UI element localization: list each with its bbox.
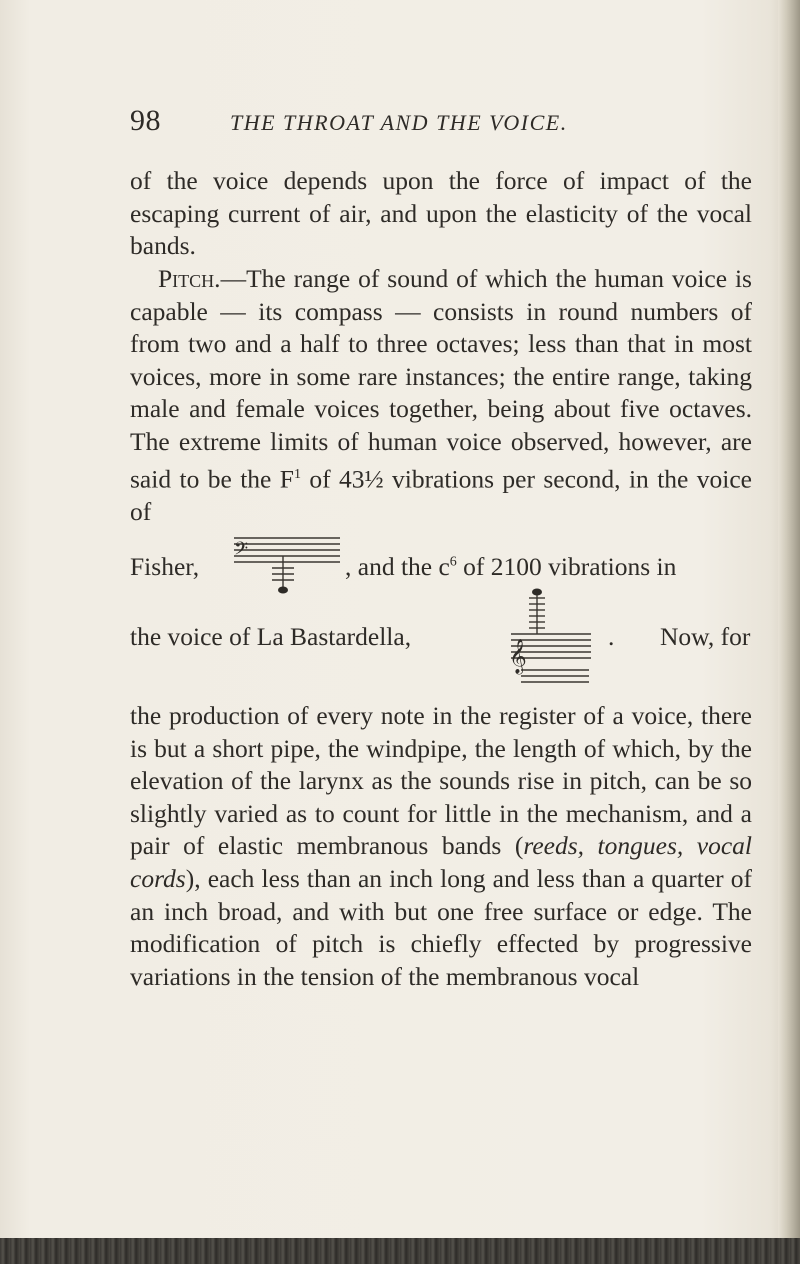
paragraph-1-text: of the voice depends upon the force of impact of the escaping current of air, and upon the elasticity of the vocal bands. [130,166,752,261]
bastardella-tail-line [608,622,614,652]
treble-staff-bastardella [505,584,625,694]
paragraph-1 [130,165,752,263]
page-header [130,104,750,144]
now-for-line [660,622,750,652]
fisher-tail: , and the c [345,552,450,581]
fisher-tail-2: of 2100 vibrations in [456,552,677,581]
bass-staff-fisher [228,528,348,598]
c-superscript: 6 [449,554,457,570]
paragraph-3-start: the production of every note in the register of a voice, there is but a short pipe, the windpipe, the length of which, by the elevation of the larynx as the sounds rise in pitch, can be so slightly varied as to count for little in the mechanism, and a pair of elastic membranous bands ( [130,701,752,861]
fisher-label: Fisher, [130,552,200,581]
fisher-line-tail [345,552,676,582]
now-for: Now, for [660,622,751,651]
bastardella-line [130,622,411,652]
scan-bottom-edge [0,1238,800,1264]
pitch-tail: of 43½ vibrations per second, in the voice of [130,464,752,526]
fisher-line [130,552,199,582]
paragraph-3-italic: reeds, tongues, vocal cords [130,831,752,893]
bastardella-label: the voice of La Bastardella, [130,622,412,651]
running-title: THE THROAT AND THE VOICE. [230,110,568,135]
paragraph-pitch [130,263,752,528]
page-edge [778,0,800,1264]
pitch-text: —The range of sound of which the human voice is capable — its compass — consists in round numbers of from two and a half to three octaves; less than that in most voices, more in some rare instances; the entire range, taking male and female voices together, being about five octaves. The extreme limits of human voice observed, however, are said to be the F [130,264,752,494]
bastardella-tail: . [608,622,615,651]
paragraph-3-end: ), each less than an inch long and less than a quarter of an inch broad, and with but one free surface or edge. The modification of pitch is chiefly effected by progressive variations in the tension of the membranous vocal [130,863,752,991]
treble-clef-icon: 𝄞 [509,639,527,674]
page-number: 98 [130,104,161,137]
bass-clef-icon: 𝄢 [234,539,249,564]
paragraph-3 [130,700,752,993]
f-superscript: 1 [293,466,301,482]
pitch-heading: Pitch. [158,264,221,293]
